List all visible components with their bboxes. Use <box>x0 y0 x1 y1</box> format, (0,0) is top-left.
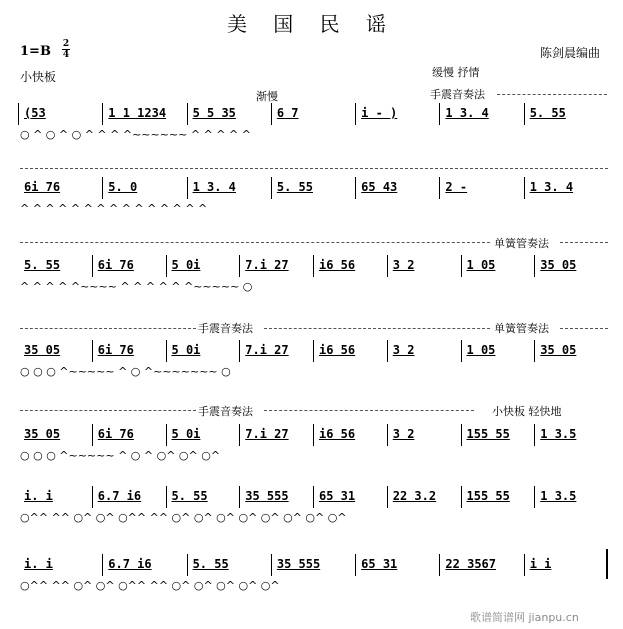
measure: i6 56 <box>319 427 356 441</box>
technique-vibrato-1: 手震音奏法 <box>430 88 485 101</box>
barline <box>239 255 240 277</box>
measure: i - ) <box>361 106 398 120</box>
barline <box>92 486 93 508</box>
measure: 7.i 27 <box>245 427 289 441</box>
measure: 65 31 <box>361 557 398 571</box>
barline <box>92 255 93 277</box>
barline <box>166 424 167 446</box>
measure: i. i <box>24 489 53 503</box>
tempo-marking: 小快板 <box>20 70 57 84</box>
measure: 1 3.5 <box>540 427 577 441</box>
barline <box>524 103 525 125</box>
measure: i6 56 <box>319 343 356 357</box>
technique-single-reed-1: 单簧管奏法 <box>494 237 549 250</box>
measure: 5. 55 <box>529 106 566 120</box>
measure: 1 05 <box>466 343 496 357</box>
barline <box>355 103 356 125</box>
barline <box>461 424 462 446</box>
barline <box>166 486 167 508</box>
measure: 22 3567 <box>445 557 496 571</box>
technique-line <box>264 410 474 411</box>
barline <box>271 177 272 199</box>
watermark: 歌谱简谱网 jianpu.cn <box>470 611 579 624</box>
measure: 5. 55 <box>24 258 61 272</box>
technique-marks: ^ ^ ^ ^ ^~~~~ ^ ^ ^ ^ ^ ^~~~~~ ○ <box>20 280 253 293</box>
technique-line <box>497 94 607 95</box>
technique-marks: ○ ○ ○ ^~~~~~ ^ ○ ^~~~~~~~ ○ <box>20 365 231 378</box>
barline <box>387 486 388 508</box>
measure: 5 0i <box>171 427 201 441</box>
measure: 5 5 35 <box>192 106 236 120</box>
technique-marks: ○ ○ ○ ^~~~~~ ^ ○ ^ ○^ ○^ ○^ <box>20 449 221 462</box>
measure: 3 2 <box>392 343 415 357</box>
barline <box>439 103 440 125</box>
technique-line <box>20 242 490 243</box>
barline <box>355 554 356 576</box>
measure: 22 3.2 <box>392 489 437 503</box>
barline <box>534 424 535 446</box>
measure: 1 3. 4 <box>445 106 489 120</box>
measure: 6i 76 <box>97 258 134 272</box>
measure: 6i 76 <box>24 180 61 194</box>
expression-lyrical: 缓慢 抒情 <box>432 66 480 79</box>
composer-credit: 陈剑晨编曲 <box>540 46 601 60</box>
barline <box>534 255 535 277</box>
measure: 1 3. 4 <box>529 180 574 194</box>
measure: 5 0i <box>171 258 201 272</box>
measure: 65 31 <box>319 489 356 503</box>
barline <box>313 424 314 446</box>
measure: 7.i 27 <box>245 343 289 357</box>
measure: 35 555 <box>245 489 289 503</box>
measure: 35 05 <box>24 343 61 357</box>
technique-single-reed-2: 单簧管奏法 <box>494 322 549 335</box>
barline <box>18 103 19 125</box>
barline <box>534 340 535 362</box>
technique-vibrato-2: 手震音奏法 <box>198 322 253 335</box>
barline <box>313 255 314 277</box>
measure: 5. 55 <box>276 180 313 194</box>
barline <box>387 255 388 277</box>
barline <box>524 554 525 576</box>
measure: 6i 76 <box>97 427 134 441</box>
time-signature-bottom: 4 <box>62 50 70 60</box>
measure: 35 05 <box>540 258 577 272</box>
barline <box>166 340 167 362</box>
barline <box>271 103 272 125</box>
barline <box>166 255 167 277</box>
measure: 1 1 1234 <box>108 106 167 120</box>
measure: 1 3.5 <box>540 489 577 503</box>
barline <box>187 103 188 125</box>
technique-marks: ^ ^ ^ ^ ^ ^ ^ ^ ^ ^ ^ ^ ^ ^ ^ <box>20 202 208 215</box>
measure: 6.7 i6 <box>97 489 142 503</box>
measure: 6i 76 <box>97 343 134 357</box>
technique-marks: ○^^ ^^ ○^ ○^ ○^^ ^^ ○^ ○^ ○^ ○^ ○^ ○^ ○^ ○^ <box>20 511 347 524</box>
measure: 3 2 <box>392 258 415 272</box>
barline <box>524 177 525 199</box>
measure: 6 7 <box>276 106 299 120</box>
barline <box>92 340 93 362</box>
barline <box>239 424 240 446</box>
technique-marks: ○^^ ^^ ○^ ○^ ○^^ ^^ ○^ ○^ ○^ ○^ ○^ <box>20 579 280 592</box>
barline <box>461 486 462 508</box>
measure: 35 05 <box>540 343 577 357</box>
measure: 65 43 <box>361 180 398 194</box>
final-barline <box>606 549 608 579</box>
technique-line <box>264 328 490 329</box>
measure: 6.7 i6 <box>108 557 152 571</box>
technique-line <box>560 242 608 243</box>
barline <box>187 177 188 199</box>
technique-line <box>20 328 196 329</box>
barline <box>102 554 103 576</box>
system-separator <box>20 168 608 169</box>
measure: 3 2 <box>392 427 415 441</box>
measure: (53 <box>24 106 46 120</box>
technique-vibrato-3: 手震音奏法 <box>198 405 253 418</box>
measure: i. i <box>24 557 53 571</box>
expression-slow-down: 渐慢 <box>256 90 278 103</box>
measure: 35 555 <box>276 557 321 571</box>
barline <box>355 177 356 199</box>
barline <box>439 554 440 576</box>
barline <box>102 103 103 125</box>
measure: 1 3. 4 <box>192 180 236 194</box>
barline <box>461 340 462 362</box>
measure: i6 56 <box>319 258 356 272</box>
song-title: 美 国 民 谣 <box>226 12 397 36</box>
technique-marks: ○ ^ ○ ^ ○ ^ ^ ^ ^~~~~~~ ^ ^ ^ ^ ^ <box>20 128 251 141</box>
barline <box>102 177 103 199</box>
barline <box>387 340 388 362</box>
measure: 1 05 <box>466 258 496 272</box>
measure: 155 55 <box>466 427 510 441</box>
barline <box>271 554 272 576</box>
measure: 5. 55 <box>192 557 229 571</box>
measure: i i <box>529 557 552 571</box>
measure: 5 0i <box>171 343 201 357</box>
time-signature-top: 2 <box>62 39 70 49</box>
measure: 2 - <box>445 180 468 194</box>
measure: 155 55 <box>466 489 510 503</box>
technique-line <box>20 410 196 411</box>
barline <box>313 340 314 362</box>
barline <box>313 486 314 508</box>
barline <box>439 177 440 199</box>
barline <box>187 554 188 576</box>
tempo-light: 小快板 轻快地 <box>492 405 562 418</box>
measure: 35 05 <box>24 427 61 441</box>
barline <box>387 424 388 446</box>
technique-line <box>560 328 608 329</box>
measure: 7.i 27 <box>245 258 289 272</box>
barline <box>534 486 535 508</box>
measure: 5. 0 <box>108 180 138 194</box>
barline <box>92 424 93 446</box>
measure: 5. 55 <box>171 489 208 503</box>
barline <box>239 486 240 508</box>
key-signature: 1=B <box>20 44 51 59</box>
barline <box>461 255 462 277</box>
barline <box>239 340 240 362</box>
time-signature <box>61 40 71 59</box>
